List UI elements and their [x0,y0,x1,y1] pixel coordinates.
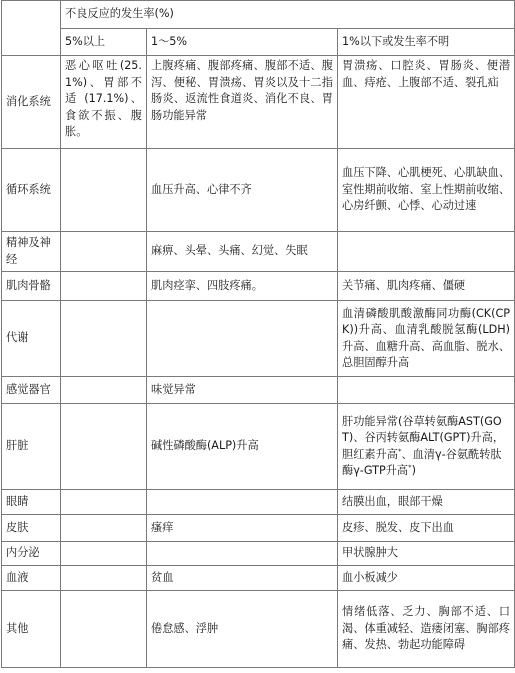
rate-5pct-cell [61,377,147,404]
rate-1-5pct-cell: 瘙痒 [147,515,338,542]
category-cell: 血液 [2,566,61,591]
rate-1-5pct-cell: 味觉异常 [147,377,338,404]
rate-under-1pct-cell [338,377,515,404]
table-row [2,490,515,515]
rate-5pct-cell [61,515,147,542]
rate-5pct-cell [61,301,147,377]
rate-1-5pct-cell [147,542,338,566]
rate-1-5pct-cell [147,301,338,377]
liver-text-b: 、血清γ-谷氨酰转肽酶γ-GTP升高 [342,447,502,477]
rate-under-1pct-cell: 血压下降、心肌梗死、心肌缺血、室性期前收缩、室上性期前收缩、心房纤颤、心悸、心动过速 [338,149,515,232]
adverse-reaction-table [1,0,515,668]
rate-1-5pct-cell: 碱性磷酸酶(ALP)升高 [147,404,338,490]
rate-1-5pct-cell: 贫血 [147,566,338,591]
table-header-row [2,1,515,29]
rate-5pct-cell [61,591,147,668]
category-cell: 其他 [2,591,61,668]
rate-5pct-cell [61,566,147,591]
category-cell: 消化系统 [2,56,61,149]
rate-under-1pct-cell: 关节痛、肌肉疼痛、僵硬 [338,272,515,301]
rate-under-1pct-cell: 情绪低落、乏力、胸部不适、口渴、体重减轻、造瘘闭塞、胸部疼痛、发热、勃起功能障碍 [338,591,515,668]
rate-5pct-cell [61,272,147,301]
col-header-1-5pct: 1～5% [147,29,338,56]
category-cell: 内分泌 [2,542,61,566]
table-row [2,591,515,668]
header-corner-cell [2,1,61,56]
liver-text-c: ) [411,464,416,477]
table-row [2,542,515,566]
rate-1-5pct-cell: 上腹疼痛、腹部疼痛、腹部不适、腹泻、便秘、胃溃疡、胃炎以及十二指肠炎、返流性食道炎、消化不良、胃肠功能异常 [147,56,338,149]
table-row [2,272,515,301]
rate-1-5pct-cell: 肌肉痉挛、四肢疼痛。 [147,272,338,301]
col-header-5pct: 5%以上 [61,29,147,56]
table-row [2,149,515,232]
rate-5pct-cell: 恶心呕吐(25.1%)、胃部不适 (17.1%)、食欲不振、腹胀。 [61,56,147,149]
category-cell: 感觉器官 [2,377,61,404]
rate-5pct-cell [61,490,147,515]
rate-5pct-cell [61,149,147,232]
rate-under-1pct-cell: 结膜出血，眼部干燥 [338,490,515,515]
table-row [2,515,515,542]
category-cell: 眼睛 [2,490,61,515]
footnote-marker: * [397,446,402,455]
rate-1-5pct-cell [147,490,338,515]
table-row [2,301,515,377]
category-cell: 肌肉骨骼 [2,272,61,301]
rate-5pct-cell [61,404,147,490]
category-cell: 精神及神经 [2,232,61,272]
rate-5pct-cell [61,232,147,272]
header-main-cell: 不良反应的发生率(%) [61,1,515,29]
table-row [2,377,515,404]
rate-under-1pct-cell: 胃溃疡、口腔炎、胃肠炎、便潜血、痔疮、上腹部不适、裂孔疝 [338,56,515,149]
rate-under-1pct-cell: 血清磷酸肌酸激酶同功酶(CK(CPK))升高、血清乳酸脱氢酶(LDH)升高、血糖升高、高血脂、脱水、总胆固醇升高 [338,301,515,377]
rate-1-5pct-cell: 倦怠感、浮肿 [147,591,338,668]
rate-5pct-cell [61,542,147,566]
table-row [2,404,515,490]
table-subheader-row [2,29,515,56]
table-row [2,56,515,149]
table-row [2,232,515,272]
table-row [2,566,515,591]
footnote-marker: * [408,463,412,472]
category-cell: 代谢 [2,301,61,377]
rate-1-5pct-cell: 麻痹、头晕、头痛、幻觉、失眠 [147,232,338,272]
rate-under-1pct-cell [338,404,515,490]
rate-under-1pct-cell: 血小板减少 [338,566,515,591]
rate-1-5pct-cell: 血压升高、心律不齐 [147,149,338,232]
category-cell: 循环系统 [2,149,61,232]
category-cell: 皮肤 [2,515,61,542]
col-header-under-1pct: 1%以下或发生率不明 [338,29,515,56]
rate-under-1pct-cell [338,232,515,272]
rate-under-1pct-cell: 甲状腺肿大 [338,542,515,566]
liver-text-a: 肝功能异常(谷草转氨酶AST(GOT)、谷丙转氨酶ALT(GPT)升高，胆红素升高 [342,414,505,461]
rate-under-1pct-cell: 皮疹、脱发、皮下出血 [338,515,515,542]
category-cell: 肝脏 [2,404,61,490]
